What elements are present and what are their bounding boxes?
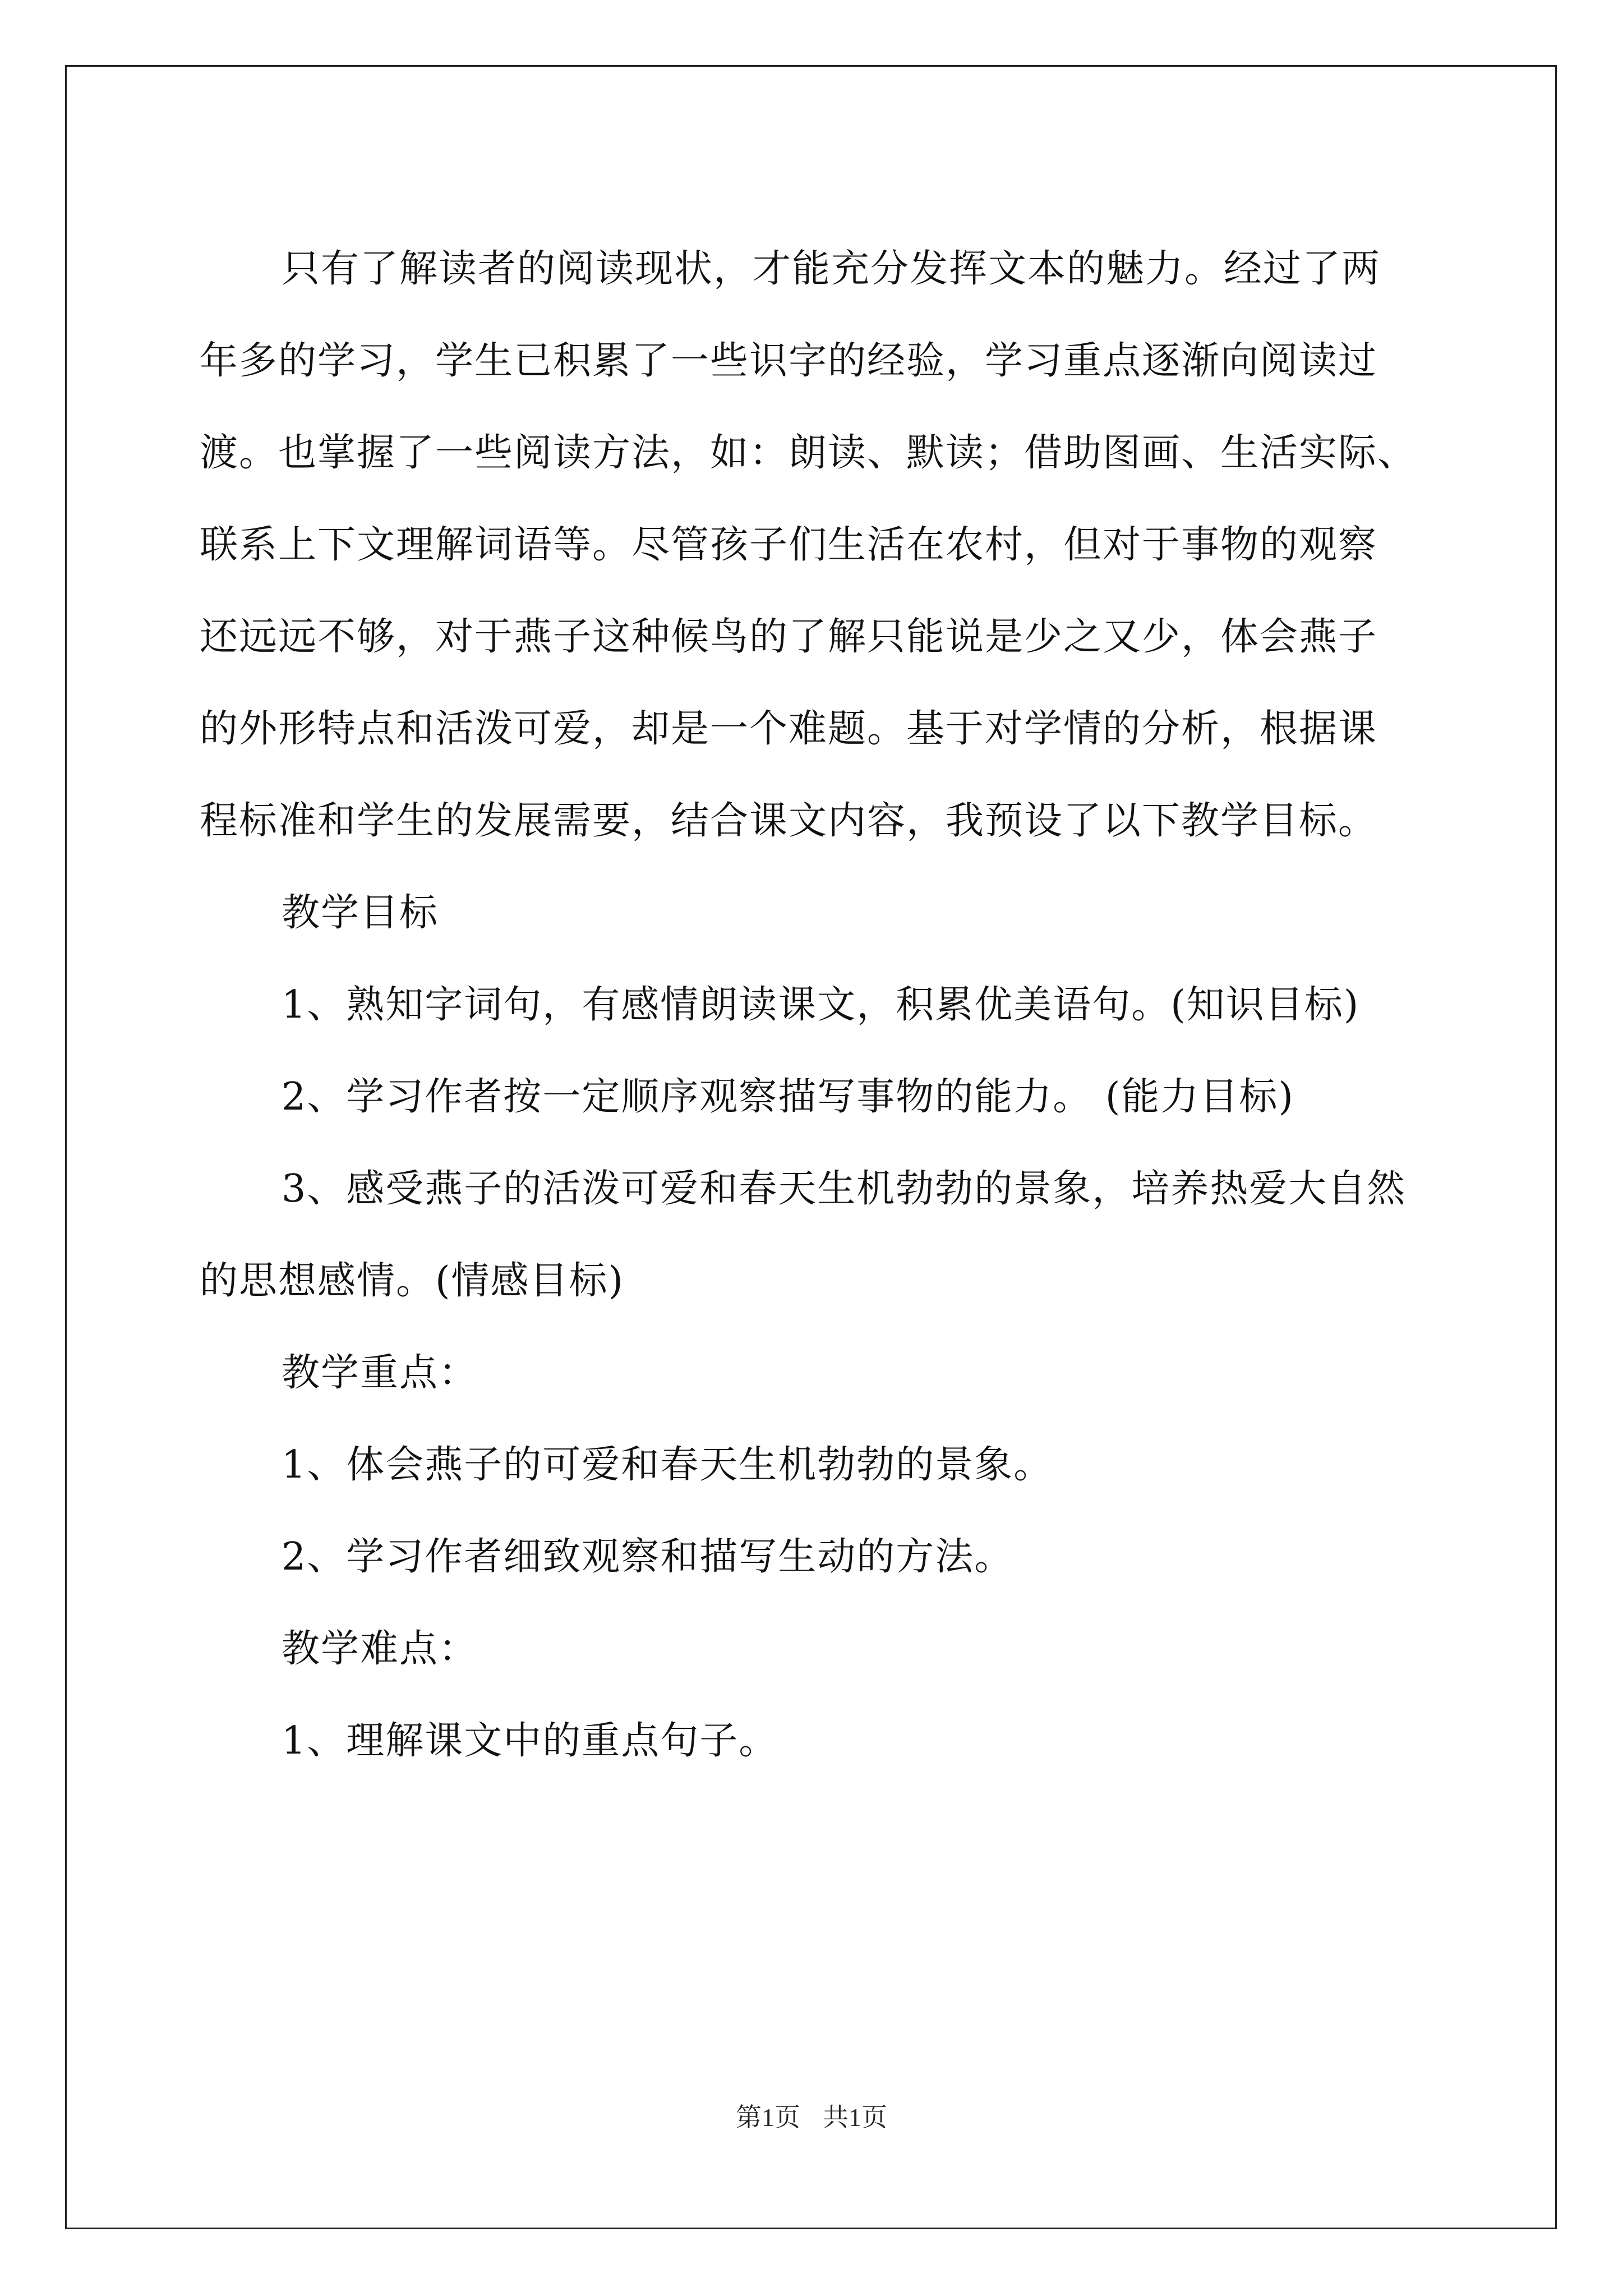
list-item: 2、学习作者按一定顺序观察描写事物的能力。 (能力目标) — [282, 1075, 1294, 1119]
page-total: 共1页 — [823, 2103, 887, 2132]
list-item-continuation: 的思想感情。(情感目标) — [200, 1259, 625, 1303]
list-item: 2、学习作者细致观察和描写生动的方法。 — [282, 1535, 1014, 1579]
page-number: 第1页 — [736, 2103, 800, 2132]
section-heading: 教学难点： — [282, 1627, 478, 1671]
paragraph-line: 还远远不够，对于燕子这种候鸟的了解只能说是少之又少，体会燕子 — [200, 615, 1378, 659]
paragraph-line: 的外形特点和活泼可爱，却是一个难题。基于对学情的分析，根据课 — [200, 707, 1378, 751]
paragraph-line: 年多的学习，学生已积累了一些识字的经验，学习重点逐渐向阅读过 — [200, 339, 1378, 383]
list-item: 1、理解课文中的重点句子。 — [282, 1719, 778, 1763]
paragraph-line: 程标准和学生的发展需要，结合课文内容，我预设了以下教学目标。 — [200, 799, 1378, 843]
page-footer — [0, 2097, 1623, 2134]
section-heading: 教学重点： — [282, 1351, 478, 1395]
section-heading: 教学目标 — [282, 891, 439, 935]
paragraph-line: 联系上下文理解词语等。尽管孩子们生活在农村，但对于事物的观察 — [200, 523, 1378, 567]
document-body — [200, 223, 1428, 1787]
list-item: 1、熟知字词句，有感情朗读课文，积累优美语句。(知识目标) — [282, 983, 1360, 1027]
list-item: 3、感受燕子的活泼可爱和春天生机勃勃的景象，培养热爱大自然 — [282, 1167, 1407, 1211]
paragraph-line: 只有了解读者的阅读现状，才能充分发挥文本的魅力。经过了两 — [282, 247, 1381, 291]
paragraph-line: 渡。也掌握了一些阅读方法，如：朗读、默读；借助图画、生活实际、 — [200, 431, 1417, 475]
list-item: 1、体会燕子的可爱和春天生机勃勃的景象。 — [282, 1443, 1053, 1487]
